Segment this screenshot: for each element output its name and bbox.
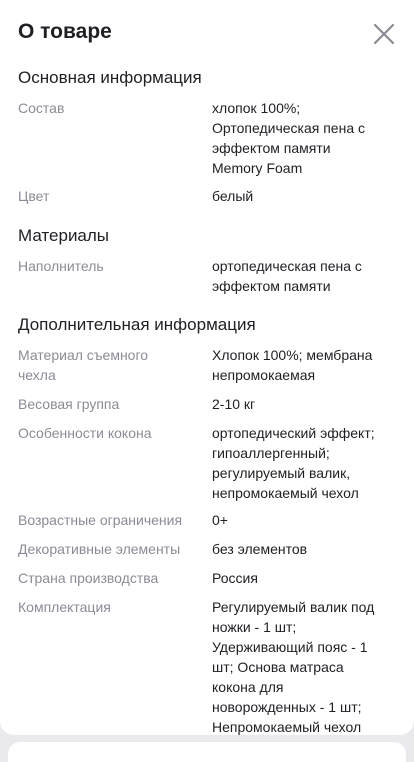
spec-label: Возрастные ограничения <box>18 512 183 528</box>
spec-value: Регулируемый валик под ножки - 1 шт; Удерживающий пояс - 1 шт; Основа матраса кокона для новорожденных - 1 шт; Непромокаемый чехол <box>212 599 375 735</box>
spec-value: 2-10 кг <box>212 396 256 412</box>
spec-value: без элементов <box>212 541 308 557</box>
spec-value: 0+ <box>212 512 228 528</box>
close-icon <box>370 20 398 48</box>
spec-value: белый <box>212 188 254 204</box>
spec-value: Россия <box>212 570 258 586</box>
close-button[interactable] <box>370 20 398 48</box>
spec-value: ортопедический эффект; гипоаллергенный; регулируемый валик, непромокаемый чехол <box>212 425 375 501</box>
sheet-header <box>0 0 414 62</box>
spec-label: Комплектация <box>18 599 111 615</box>
spec-label: Наполнитель <box>18 258 104 274</box>
spec-value: хлопок 100%; Ортопедическая пена с эффектом памяти Memory Foam <box>212 100 366 176</box>
spec-label: Особенности кокона <box>18 425 152 441</box>
spec-label: Весовая группа <box>18 396 120 412</box>
spec-value: ортопедическая пена с эффектом памяти <box>212 258 362 294</box>
section-title-additional: Дополнительная информация <box>18 315 256 334</box>
spec-label: Декоративные элементы <box>18 541 181 557</box>
section-title-main: Основная информация <box>18 68 202 87</box>
section-title-materials: Материалы <box>18 226 110 245</box>
spec-label: Цвет <box>18 188 50 204</box>
spec-label: Материал съемного чехла <box>18 347 149 383</box>
spec-label: Страна производства <box>18 570 159 586</box>
spec-value: Хлопок 100%; мембрана непромокаемая <box>212 347 373 383</box>
next-card-edge <box>8 742 406 762</box>
sheet-title: О товаре <box>18 20 112 43</box>
spec-label: Состав <box>18 100 65 116</box>
